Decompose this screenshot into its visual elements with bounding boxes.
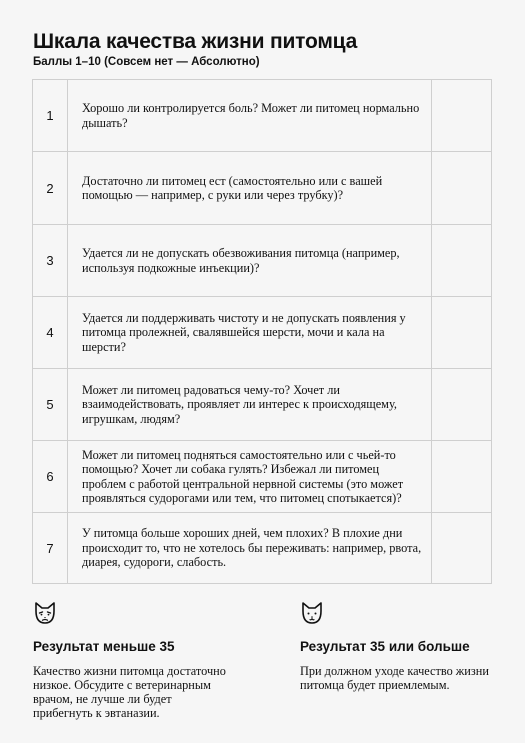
row-number: 6 <box>33 441 68 512</box>
row-question: Удается ли поддерживать чистоту и не допускать появления у питомца пролежней, свалявшейся шерсти, мочи и кала на шерсти? <box>82 310 406 354</box>
table-row <box>33 225 491 297</box>
quality-table <box>32 79 492 584</box>
table-row <box>33 297 491 369</box>
table-row <box>33 441 491 513</box>
result-high-title: Результат 35 или больше <box>300 639 470 654</box>
result-high-text: При должном уходе качество жизни питомца будет приемлемым. <box>300 664 489 692</box>
row-number: 7 <box>33 513 68 583</box>
row-number: 1 <box>33 80 68 151</box>
score-cell[interactable] <box>431 225 491 296</box>
row-number: 2 <box>33 152 68 224</box>
result-low-text: Качество жизни питомца достаточно низкое. Обсудите с ветеринарным врачом, не лучше ли будет прибегнуть к эвтаназии. <box>33 664 226 720</box>
score-cell[interactable] <box>431 80 491 151</box>
table-row <box>33 152 491 225</box>
row-question: У питомца больше хороших дней, чем плохих? В плохие дни происходит то, что не хотелось бы переживать: например, рвота, диарея, судороги, слабость. <box>82 526 422 570</box>
score-cell[interactable] <box>431 441 491 512</box>
page-subtitle: Баллы 1–10 (Совсем нет — Абсолютно) <box>33 56 260 68</box>
page-title: Шкала качества жизни питомца <box>33 30 358 53</box>
result-high <box>300 601 520 692</box>
neutral-pet-icon <box>300 601 324 633</box>
table-row <box>33 369 491 441</box>
row-question: Хорошо ли контролируется боль? Может ли питомец нормально дышать? <box>82 101 420 130</box>
score-cell[interactable] <box>431 152 491 224</box>
row-number: 3 <box>33 225 68 296</box>
score-cell[interactable] <box>431 513 491 583</box>
row-number: 5 <box>33 369 68 440</box>
table-row <box>33 80 491 152</box>
row-question: Удается ли не допускать обезвоживания питомца (например, используя подкожные инъекции)? <box>82 246 400 275</box>
table-row <box>33 513 491 583</box>
row-question: Может ли питомец подняться самостоятельно или с чьей-то помощью? Хочет ли собака гулять? Избежал ли питомец проблем с работой центральной нервной системы (это может проявляться судорогами или тем, что питомец спотыкается)? <box>82 447 404 505</box>
result-low <box>33 601 253 720</box>
score-cell[interactable] <box>431 297 491 368</box>
sad-pet-icon <box>33 601 57 633</box>
row-number: 4 <box>33 297 68 368</box>
row-question: Достаточно ли питомец ест (самостоятельно или с вашей помощью — например, с руки или через трубку)? <box>82 173 383 202</box>
score-cell[interactable] <box>431 369 491 440</box>
result-low-title: Результат меньше 35 <box>33 639 175 654</box>
row-question: Может ли питомец радоваться чему-то? Хочет ли взаимодействовать, проявляет ли интерес к происходящему, игрушкам, людям? <box>82 382 397 426</box>
